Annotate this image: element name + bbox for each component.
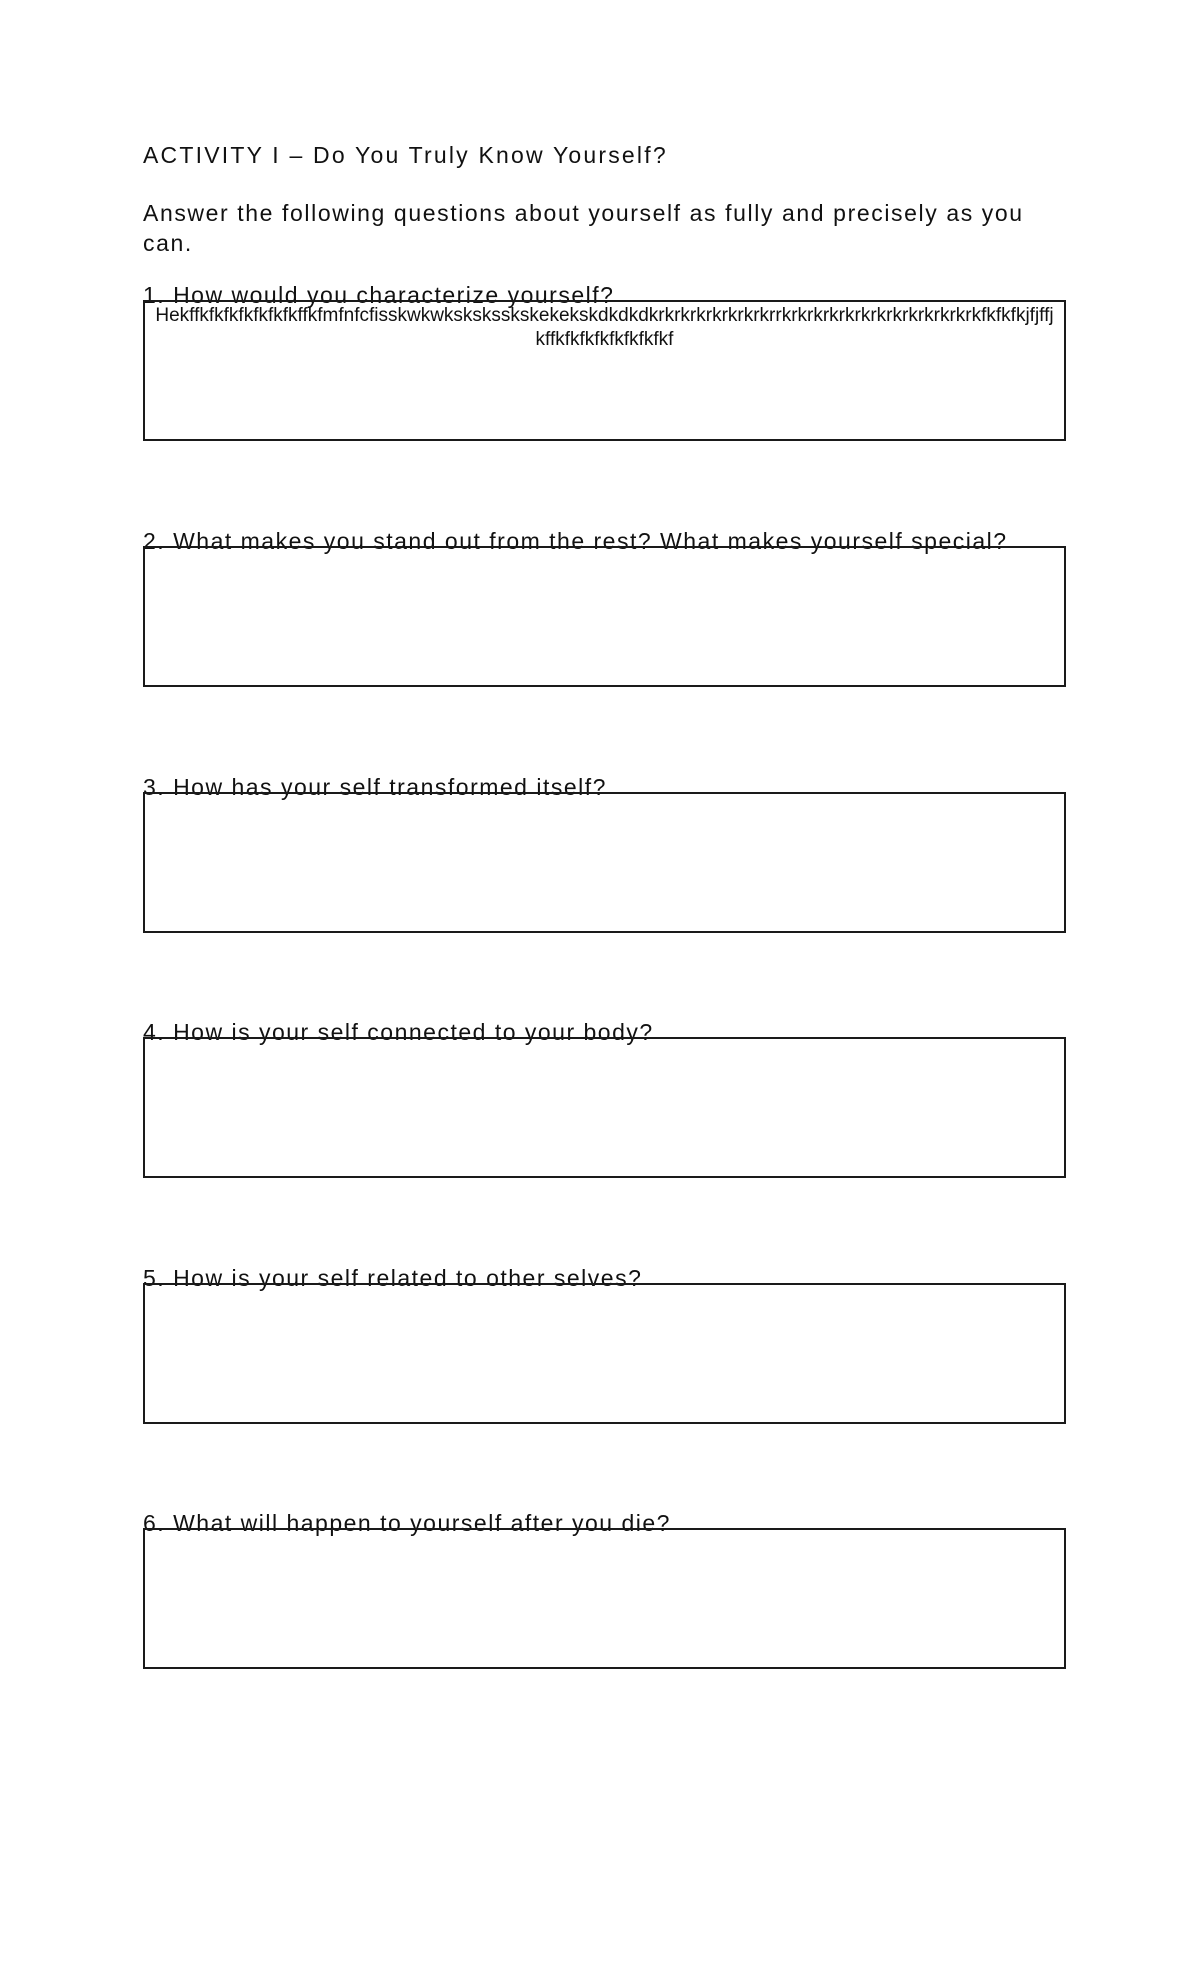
question-4-prompt: 4. How is your self connected to your body? [143,1019,654,1045]
activity-instructions: Answer the following questions about yourself as fully and precisely as you can. [143,200,1024,256]
question-1-prompt: 1. How would you characterize yourself? [143,282,615,308]
question-2-answer-box[interactable] [143,546,1066,687]
question-5-answer-box[interactable] [143,1283,1066,1424]
question-6-answer-box[interactable] [143,1528,1066,1669]
question-3-prompt: 3. How has your self transformed itself? [143,774,607,800]
question-4-answer-box[interactable] [143,1037,1066,1178]
activity-title: ACTIVITY I – Do You Truly Know Yourself? [143,142,668,168]
question-1-answer-text: Hekffkfkfkfkfkfkfkffkfmfnfcfisskwkwksksksskskekekskdkdkdkrkrkrkrkrkrkrkrrkrkrkrkrkrkrkrkrkrkrkrkrkfkfkfkjfjffjkffkfkfkfkfkfkfkfkf [155,305,1054,350]
question-6-prompt: 6. What will happen to yourself after you die? [143,1510,671,1536]
question-2-prompt: 2. What makes you stand out from the rest? What makes yourself special? [143,528,1008,554]
question-5-prompt: 5. How is your self related to other selves? [143,1265,643,1291]
question-1-answer-box[interactable] [143,300,1066,441]
question-3-answer-box[interactable] [143,792,1066,933]
